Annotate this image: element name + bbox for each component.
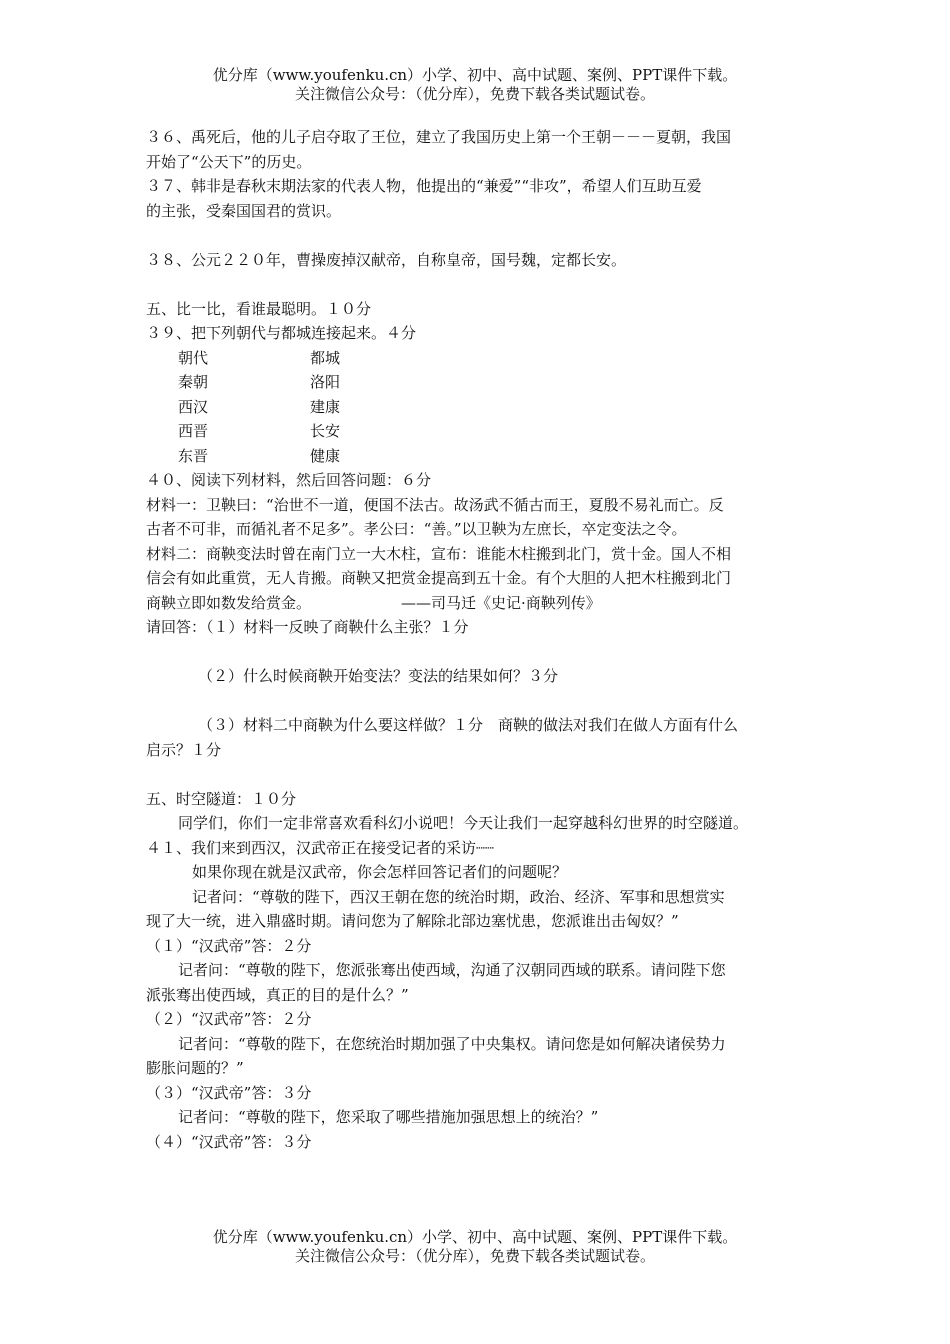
dynasty-cell: 西汉 (178, 397, 209, 416)
answer-3-label: （３）“汉武帝”答：３分 (146, 1083, 312, 1102)
dynasty-cell: 西晋 (178, 422, 209, 440)
capital-cell: 都城 (310, 348, 341, 367)
footer-line-1: 优分库（www.youfenku.cn）小学、初中、高中试题、案例、PPT课件下载。 (212, 1228, 738, 1246)
section-five-b-title: 五、时空隧道：１０分 (146, 789, 297, 808)
page-header (0, 66, 950, 104)
reporter-question-2-line-2: 派张骞出使西域，真正的目的是什么？” (146, 985, 409, 1004)
reporter-question-3-line-1: 记者问：“尊敬的陛下，在您统治时期加强了中央集权。请问您是如何解决诸侯势力 (178, 1034, 726, 1053)
capital-cell: 洛阳 (310, 373, 341, 391)
q40-title: ４０、阅读下列材料，然后回答问题：６分 (146, 471, 432, 489)
answer-2-label: （２）“汉武帝”答：２分 (146, 1010, 312, 1028)
document-body (146, 125, 811, 1154)
page-footer (0, 1228, 950, 1266)
section-five-title: 五、比一比，看谁最聪明。１０分 (146, 299, 372, 318)
reporter-question-3-line-2: 膨胀问题的？” (146, 1059, 244, 1077)
capital-cell: 建康 (310, 397, 341, 416)
dynasty-row (146, 444, 811, 469)
dynasty-cell: 朝代 (178, 348, 209, 367)
q40-ask-2: （２）什么时候商鞅开始变法？变法的结果如何？３分 (198, 667, 559, 685)
dynasty-row (146, 395, 811, 420)
dynasty-row (146, 370, 811, 395)
dynasty-row (146, 419, 811, 444)
q36-line-1: ３６、禹死后，他的儿子启夺取了王位，建立了我国历史上第一个王朝－－－夏朝，我国 (146, 128, 732, 146)
q41-title: ４１、我们来到西汉，汉武帝正在接受记者的采访┈┈ (146, 838, 495, 857)
material-two-text: 商鞅立即如数发给赏金。 (146, 593, 312, 612)
header-line-1: 优分库（www.youfenku.cn）小学、初中、高中试题、案例、PPT课件下载。 (212, 66, 738, 84)
material-two-line-1: 材料二：商鞅变法时曾在南门立一大木柱，宣布：谁能木柱搬到北门，赏十金。国人不相 (146, 544, 732, 563)
material-two-line-3 (146, 591, 811, 616)
material-two-line-2: 信会有如此重赏，无人肯搬。商鞅又把赏金提高到五十金。有个大胆的人把木柱搬到北门 (146, 569, 732, 587)
section-intro: 同学们，你们一定非常喜欢看科幻小说吧！今天让我们一起穿越科幻世界的时空隧道。 (178, 814, 749, 832)
q40-ask-1: 请回答：（１）材料一反映了商鞅什么主张？１分 (146, 618, 469, 636)
q37-line-2: 的主张，受秦国国君的赏识。 (146, 201, 342, 220)
footer-line-2: 关注微信公众号：（优分库），免费下载各类试题试卷。 (294, 1247, 655, 1265)
reporter-question-1-line-2: 现了大一统，进入鼎盛时期。请问您为了解除北部边塞忧患，您派谁出击匈奴？” (146, 912, 679, 930)
q37-line-1: ３７、韩非是春秋末期法家的代表人物，他提出的“兼爱”“非攻”，希望人们互助互爱 (146, 177, 702, 195)
q40-ask-3-line-2: 启示？１分 (146, 740, 222, 759)
reporter-question-1-line-1: 记者问：“尊敬的陛下，西汉王朝在您的统治时期，政治、经济、军事和思想赏实 (192, 887, 725, 906)
q40-ask-3-line-1: （３）材料二中商鞅为什么要这样做？１分 商鞅的做法对我们在做人方面有什么 (198, 716, 739, 734)
reporter-question-2-line-1: 记者问：“尊敬的陛下，您派张骞出使西域，沟通了汉朝同西域的联系。请问陛下您 (178, 961, 726, 979)
dynasty-cell: 秦朝 (178, 373, 209, 391)
material-source: ——司马迁《史记·商鞅列传》 (401, 593, 601, 612)
material-one-line-2: 古者不可非，而循礼者不足多”。孝公曰：“善。”以卫鞅为左庶长，卒定变法之令。 (146, 520, 687, 538)
capital-cell: 长安 (310, 422, 341, 440)
q41-prompt: 如果你现在就是汉武帝，你会怎样回答记者们的问题呢？ (192, 863, 568, 881)
q38: ３８、公元２２０年，曹操废掉汉献帝，自称皇帝，国号魏，定都长安。 (146, 250, 627, 269)
material-one-line-1: 材料一：卫鞅曰：“治世不一道，便国不法古。故汤武不循古而王，夏殷不易礼而亡。反 (146, 495, 724, 514)
dynasty-cell: 东晋 (178, 446, 209, 465)
header-line-2: 关注微信公众号：（优分库），免费下载各类试题试卷。 (294, 85, 655, 103)
dynasty-table-header (146, 346, 811, 371)
answer-1-label: （１）“汉武帝”答：２分 (146, 936, 312, 955)
q39-title: ３９、把下列朝代与都城连接起来。４分 (146, 324, 417, 342)
q36-line-2: 开始了“公天下”的历史。 (146, 152, 312, 171)
capital-cell: 健康 (310, 446, 341, 465)
answer-4-label: （４）“汉武帝”答：３分 (146, 1132, 312, 1151)
reporter-question-4: 记者问：“尊敬的陛下，您采取了哪些措施加强思想上的统治？” (178, 1108, 599, 1126)
